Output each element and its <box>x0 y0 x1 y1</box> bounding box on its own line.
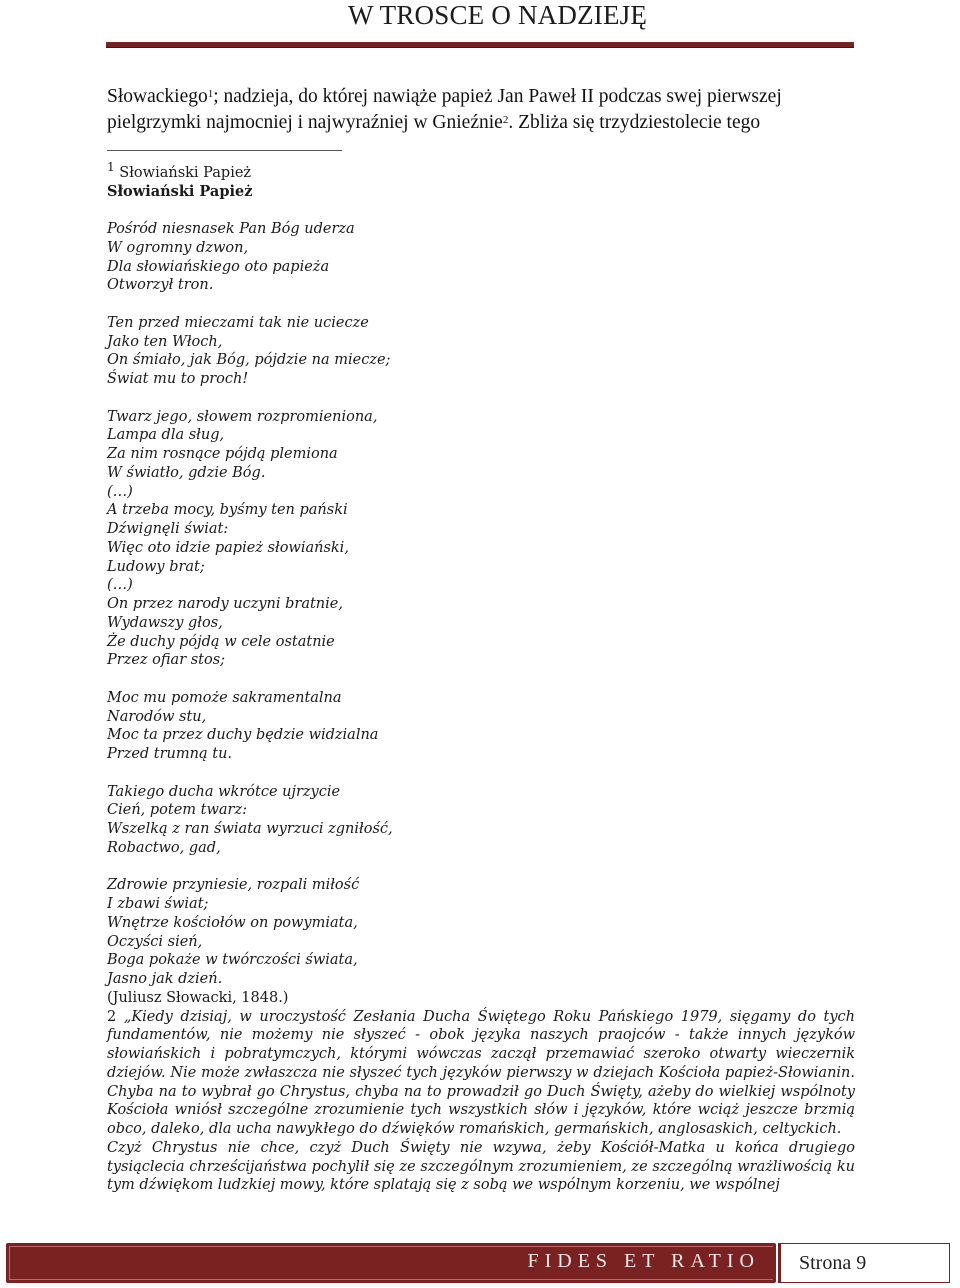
stanza-gap <box>107 389 855 408</box>
main-text-segment: pielgrzymki najmocniej i najwyraźniej w Gnieźnie <box>107 112 503 133</box>
footer-brand: FIDES ET RATIO <box>527 1250 760 1272</box>
footer-band <box>6 1243 776 1283</box>
footnote-2-para-1 <box>107 1008 855 1139</box>
poem-line: Świat mu to proch! <box>107 371 249 388</box>
page-footer <box>6 1243 950 1283</box>
poem-line: W światło, gdzie Bóg. <box>107 464 266 481</box>
poem-line: Wszelką z ran świata wyrzuci zgniłość, <box>107 821 393 838</box>
footnote-1-marker: 1 <box>107 160 115 174</box>
footnote-1-first: Słowiański Papież <box>119 164 252 181</box>
poem-line: Cień, potem twarz: <box>107 802 247 819</box>
poem-line: (…) <box>107 577 133 594</box>
poem-line: A trzeba mocy, byśmy ten pański <box>107 502 348 519</box>
poem-line: Lampa dla sług, <box>107 427 225 444</box>
poem-line: Narodów stu, <box>107 708 207 725</box>
poem-line: I zbawi świat; <box>107 896 209 913</box>
poem <box>107 220 855 989</box>
poem-line: Moc mu pomoże sakramentalna <box>107 689 342 706</box>
footnote-ref-2[interactable]: 2 <box>502 114 509 126</box>
poem-line: Wydawszy głos, <box>107 614 223 631</box>
stanza-gap <box>107 670 855 689</box>
poem-line: Dźwignęli świat: <box>107 521 229 538</box>
poem-line: Dla słowiańskiego oto papieża <box>107 258 330 275</box>
stanza-gap <box>107 201 855 220</box>
poem-line: On śmiało, jak Bóg, pójdzie na miecze; <box>107 352 391 369</box>
footnotes <box>107 158 855 1195</box>
footnote-2-para-2: Czyż Chrystus nie chce, czyż Duch Święty nie wzywa, żeby Kościół-Matka u końca drugiego tysiąclecia chrześcijaństwa pochylił się ze szczególnym zrozumieniem, ze szczególną wrażliwością ku tym dźwiękom ludzkiej mowy, które splatają się z sobą we wspólnym korzeniu, we wspólnej <box>107 1139 855 1194</box>
poem-line: Ten przed mieczami tak nie uciecze <box>107 314 369 331</box>
poem-line: Że duchy pójdą w cele ostatnie <box>107 633 335 650</box>
poem-line: Za nim rosnące pójdą plemiona <box>107 446 338 463</box>
poem-line: Moc ta przez duchy będzie widzialna <box>107 727 379 744</box>
footnote-2-marker: 2 <box>107 1008 117 1025</box>
stanza-gap <box>107 858 855 877</box>
page-number: Strona 9 <box>799 1252 867 1274</box>
footnote-separator <box>107 150 342 151</box>
main-text-segment: ; nadzieja, do której nawiąże papież Jan Paweł II podczas swej pierwszej <box>213 86 782 107</box>
footnote-ref-1[interactable]: 1 <box>207 88 214 100</box>
main-text-segment: Słowackiego <box>107 86 208 107</box>
poem-line: Więc oto idzie papież słowiański, <box>107 539 349 556</box>
poem-line: Boga pokaże w twórczości świata, <box>107 952 358 969</box>
poem-line: Takiego ducha wkrótce ujrzycie <box>107 783 341 800</box>
stanza-gap <box>107 295 855 314</box>
footer-page-box <box>778 1243 950 1283</box>
page-header-title: W TROSCE O NADZIEJĘ <box>348 0 648 30</box>
poem-line: Jako ten Włoch, <box>107 333 223 350</box>
poem-line: W ogromny dzwon, <box>107 239 249 256</box>
poem-line: Ludowy brat; <box>107 558 205 575</box>
poem-line: Przed trumną tu. <box>107 746 233 763</box>
poem-line: (…) <box>107 483 133 500</box>
footnote-2-text: „Kiedy dzisiaj, w uroczystość Zesłania Ducha Świętego Roku Pańskiego 1979, sięgamy do tych fundamentów, nie możemy nie słyszeć - obok języka naszych praojców - także innych języków słowiańskich i pobratymczych, którymi wówczas zaczął przemawiać szeroko otwarty wieczernik dziejów. Nie może zwłaszcza nie słyszeć tych języków pierwszy w dziejach Kościoła papież-Słowianin. Chyba na to wybrał go Chrystus, chyba na to prowadził go Duch Święty, ażeby do wielkiej wspólnoty Kościoła wniósł szczególne zrozumienie tych wszystkich słów i języków, które wciąż jeszcze brzmią obco, daleko, dla ucha nawykłego do dźwięków romańskich, germańskich, anglosaskich, celtyckich. <box>107 1008 855 1138</box>
poem-line: Oczyści sień, <box>107 933 203 950</box>
main-text <box>107 84 855 136</box>
poem-source: (Juliusz Słowacki, 1848.) <box>107 989 289 1006</box>
poem-line: Jasno jak dzień. <box>107 971 223 988</box>
poem-line: Zdrowie przyniesie, rozpali miłość <box>107 877 360 894</box>
footnote-1-heading <box>107 158 855 183</box>
poem-line: Otworzył tron. <box>107 277 214 294</box>
poem-title: Słowiański Papież <box>107 182 253 200</box>
poem-line: Przez ofiar stos; <box>107 652 226 669</box>
main-text-segment: . Zbliża się trzydziestolecie tego <box>508 112 761 133</box>
poem-line: Robactwo, gad, <box>107 839 221 856</box>
main-text-line-1 <box>107 84 855 110</box>
poem-line: Pośród niesnasek Pan Bóg uderza <box>107 221 355 238</box>
poem-line: On przez narody uczyni bratnie, <box>107 596 343 613</box>
main-text-line-2 <box>107 110 855 136</box>
stanza-gap <box>107 764 855 783</box>
poem-line: Wnętrze kościołów on powymiata, <box>107 914 358 931</box>
poem-line: Twarz jego, słowem rozpromieniona, <box>107 408 378 425</box>
header-divider <box>106 42 854 48</box>
